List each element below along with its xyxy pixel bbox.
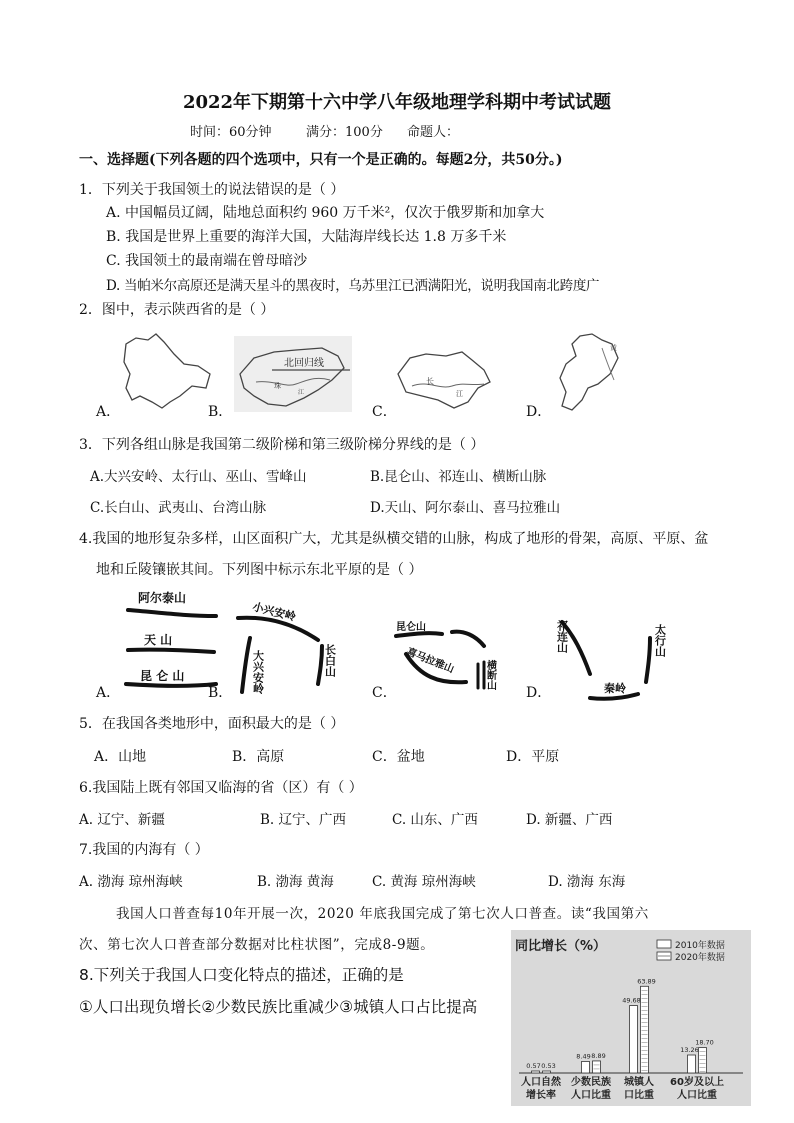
q8-options: ①人口出现负增长②少数民族比重减少③城镇人口占比提高 (79, 998, 478, 1016)
bar-0-1 (543, 1071, 551, 1073)
bar-value-label-3-0: 13.26 (680, 1046, 699, 1055)
q7-stem: 7.我国的内海有（ ） (79, 842, 209, 858)
river-label-zhu: 珠 (274, 382, 281, 390)
q1-option-d: D. 当帕米尔高原还是满天星斗的黑夜时，乌苏里江已洒满阳光，说明我国南北跨度广 (106, 278, 600, 294)
category-label-3-0: 60岁及以上 (670, 1077, 724, 1088)
q1-stem: 1．下列关于我国领土的说法错误的是（ ） (79, 182, 345, 198)
q4-label-d: D． (526, 685, 552, 701)
bar-value-label-3-1: 18.70 (695, 1038, 714, 1047)
q4-map-a (118, 586, 222, 692)
passage-line2: 次、第七次人口普查部分数据对比柱状图”，完成8-9题。 (79, 937, 435, 953)
q4-label-b: B． (208, 685, 233, 701)
q4-stem-line2: 地和丘陵镶嵌其间。下列图中标示东北平原的是（ ） (96, 562, 423, 578)
q6-stem: 6.我国陆上既有邻国又临海的省（区）有（ ） (79, 780, 363, 796)
legend-label-2010: 2010年数据 (675, 941, 725, 951)
q1-option-b: B. 我国是世界上重要的海洋大国，大陆海岸线长达 1.8 万多千米 (106, 229, 507, 245)
category-label-1-1: 人口比重 (571, 1090, 611, 1101)
river-label-huang: 黄 (610, 344, 617, 352)
q7-option-a: A. 渤海 琼州海峡 (79, 874, 183, 890)
q7-option-b: B. 渤海 黄海 (257, 874, 334, 890)
category-label-2-0: 城镇人 (624, 1077, 654, 1088)
population-chart (511, 930, 751, 1106)
category-label-1-0: 少数民族 (571, 1077, 611, 1088)
exam-time: 时间：60分钟 (190, 125, 272, 140)
q3-option-a: A.大兴安岭、太行山、巫山、雪峰山 (90, 469, 307, 485)
b-daxinganling-label: 大兴安岭 (251, 650, 265, 694)
q6-option-d: D. 新疆、广西 (526, 812, 613, 828)
bar-value-label-0-0: 0.57 (526, 1062, 541, 1070)
q6-option-a: A. 辽宁、新疆 (79, 812, 165, 828)
q6-option-c: C. 山东、广西 (392, 812, 478, 828)
q2-stem: 2．图中，表示陕西省的是（ ） (79, 302, 275, 318)
q4-map-c (392, 618, 514, 696)
legend-label-2020: 2020年数据 (675, 953, 725, 963)
q4-label-c: C． (372, 685, 397, 701)
a-tianshan-label: 天 山 (144, 633, 173, 647)
c-kunlun-label: 昆仑山 (396, 622, 426, 633)
q2-label-b: B． (208, 404, 233, 420)
q1-option-c: C. 我国领土的最南端在曾母暗沙 (106, 253, 308, 269)
bar-value-label-1-0: 8.49 (576, 1052, 591, 1061)
q3-option-c: C.长白山、武夷山、台湾山脉 (90, 500, 267, 516)
q2-map-a (118, 330, 218, 410)
q2-label-d: D． (526, 404, 552, 420)
q2-map-d (552, 330, 628, 414)
q4-label-a: A． (96, 685, 121, 701)
page-title: 2022年下期第十六中学八年级地理学科期中考试试题 (182, 92, 612, 113)
c-himalaya-label: 喜马拉雅山 (404, 646, 456, 676)
category-label-0-1: 增长率 (526, 1090, 556, 1101)
d-taihang-label: 太行山 (653, 624, 667, 657)
d-qilian-label: 祁连山 (555, 620, 569, 653)
legend-swatch-2010 (657, 940, 671, 948)
bar-value-label-1-1: 8.89 (591, 1051, 606, 1060)
q4-stem-line1: 4.我国的地形复杂多样，山区面积广大，尤其是纵横交错的山脉，构成了地形的骨架，高原、平原、盆 (79, 531, 709, 547)
q7-option-c: C. 黄海 琼州海峡 (372, 874, 476, 890)
a-kunlun-label: 昆 仑 山 (140, 669, 185, 683)
q4-map-b (228, 592, 350, 698)
bar-0-0 (532, 1071, 540, 1073)
q5-option-c: C．盆地 (372, 749, 425, 765)
q7-option-d: D. 渤海 东海 (548, 874, 626, 890)
tropic-label: 北回归线 (284, 358, 324, 369)
bar-value-label-2-1: 63.89 (637, 977, 656, 986)
exam-author: 命题人： (407, 125, 460, 140)
q5-option-d: D．平原 (506, 749, 560, 765)
bar-2-1 (641, 986, 649, 1073)
passage-line1: 我国人口普查每10年开展一次，2020 年底我国完成了第七次人口普查。读“我国第六 (116, 906, 649, 922)
bar-value-label-2-0: 49.68 (622, 996, 641, 1005)
c-hengduan-label: 横断山 (484, 660, 496, 690)
d-qinling-label: 秦岭 (604, 682, 626, 695)
population-chart-svg (511, 930, 751, 1106)
b-xiaoxinganling-label: 小兴安岭 (251, 600, 298, 624)
river-label-chang: 长 (426, 377, 434, 386)
q2-label-a: A． (96, 404, 121, 420)
section-heading: 一、选择题(下列各题的四个选项中，只有一个是正确的。每题2分，共50分。) (79, 152, 563, 168)
q5-option-a: A．山地 (94, 749, 147, 765)
chart-title: 同比增长（%） (515, 939, 607, 954)
exam-score: 满分：100分 (306, 125, 383, 140)
b-changbaishan-label: 长白山 (323, 644, 337, 677)
q2-map-c (392, 350, 496, 412)
bar-3-0 (688, 1055, 696, 1073)
category-label-0-0: 人口自然 (521, 1077, 561, 1088)
bar-2-0 (630, 1006, 638, 1073)
bar-value-label-0-1: 0.53 (541, 1062, 556, 1070)
q2-label-c: C． (372, 404, 397, 420)
bar-1-0 (582, 1061, 590, 1073)
q6-option-b: B. 辽宁、广西 (260, 812, 347, 828)
bar-1-1 (593, 1061, 601, 1073)
q5-option-b: B．高原 (232, 749, 285, 765)
q3-option-d: D.天山、阿尔泰山、喜马拉雅山 (370, 500, 561, 516)
river-label-jiang: 江 (298, 389, 305, 396)
a-altai-label: 阿尔泰山 (138, 591, 187, 605)
river-label-jiang-c: 江 (456, 390, 463, 398)
q1-option-a: A. 中国幅员辽阔，陆地总面积约 960 万千米²，仅次于俄罗斯和加拿大 (106, 205, 545, 221)
q3-option-b: B.昆仑山、祁连山、横断山脉 (370, 469, 547, 485)
category-label-2-1: 口比重 (624, 1090, 654, 1101)
q4-map-d (550, 612, 674, 704)
q5-stem: 5．在我国各类地形中，面积最大的是（ ） (79, 716, 345, 732)
q3-stem: 3．下列各组山脉是我国第二级阶梯和第三级阶梯分界线的是（ ） (79, 437, 485, 453)
q2-map-b (234, 336, 352, 412)
category-label-3-1: 人口比重 (677, 1090, 717, 1101)
q8-stem: 8.下列关于我国人口变化特点的描述，正确的是 (79, 966, 404, 984)
